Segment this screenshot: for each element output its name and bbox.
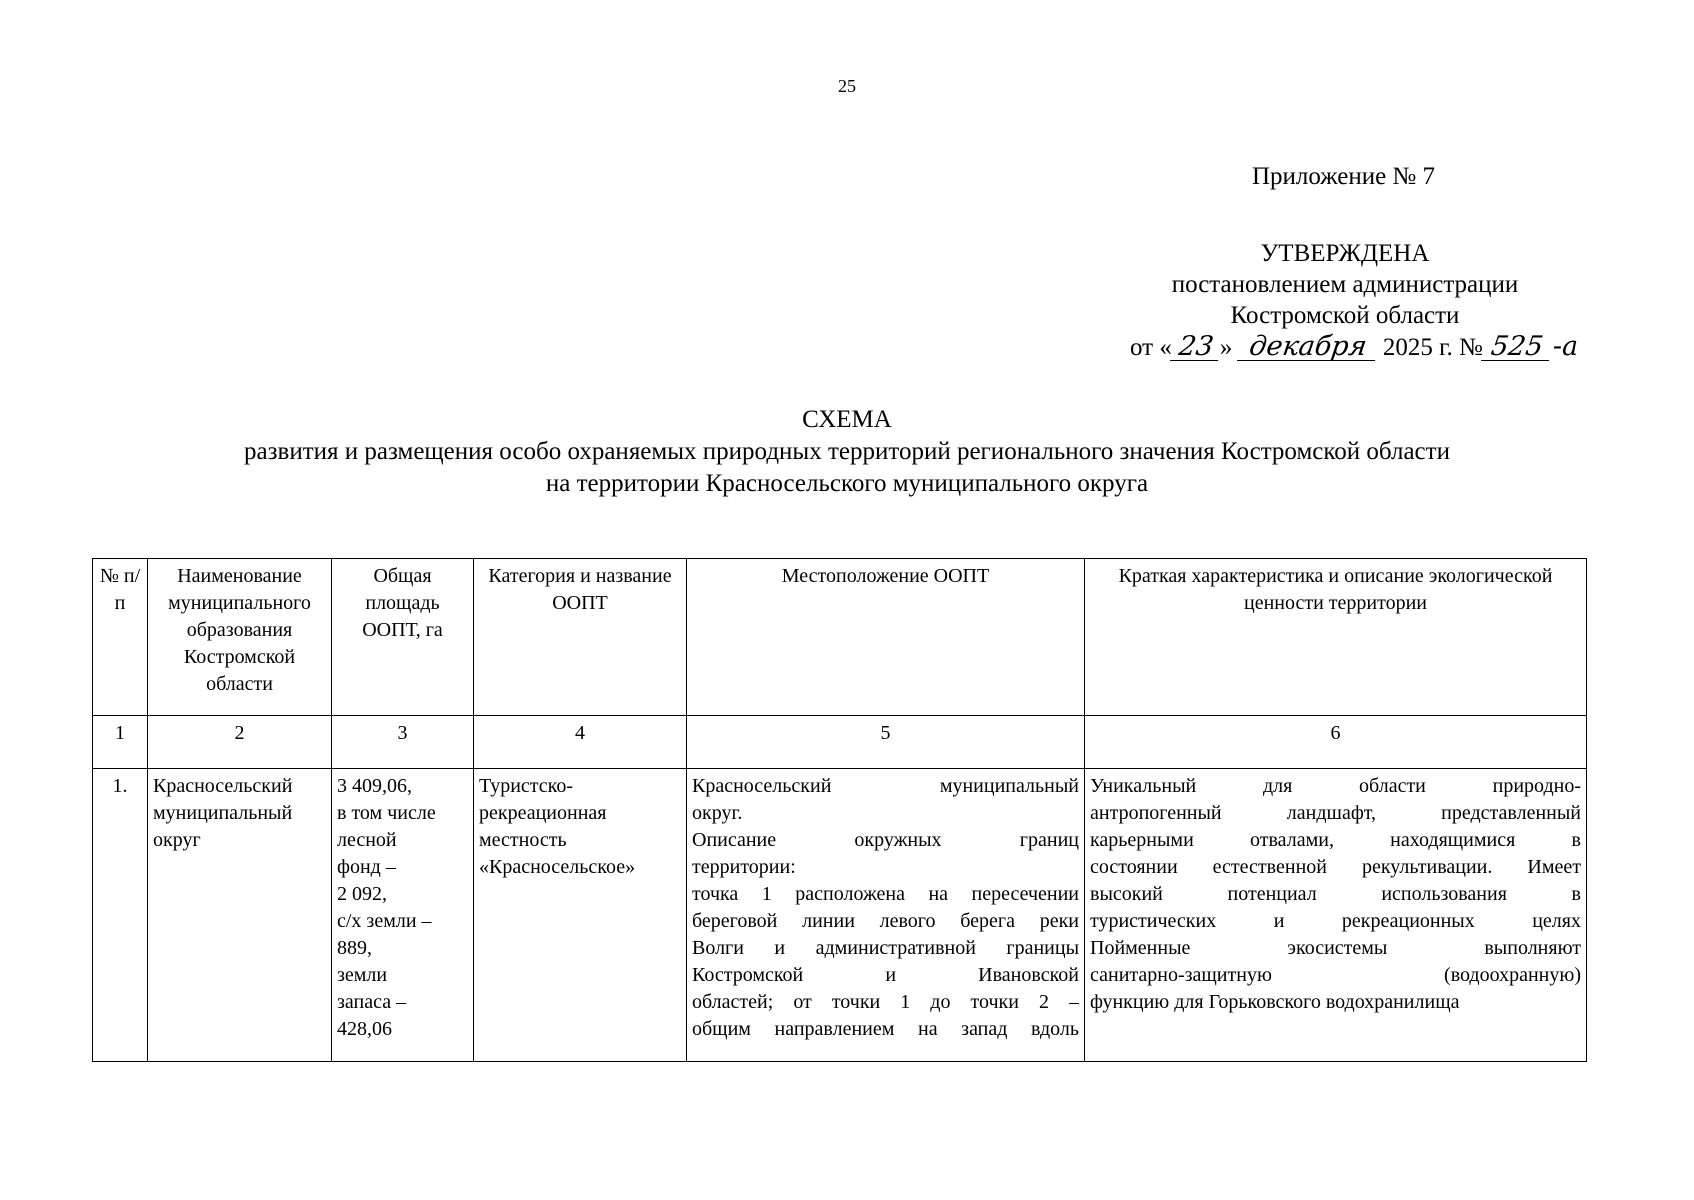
date-mid: » (1219, 334, 1233, 361)
description-line: высокий потенциал использования в (1090, 883, 1581, 905)
header-cell: № п/п (93, 559, 148, 716)
municipality-cell: Красносельский муниципальный округ (148, 769, 332, 1062)
location-line: Костромской и Ивановской (692, 964, 1079, 986)
area-line: фонд – (337, 856, 396, 878)
column-number: 4 (474, 716, 687, 769)
title-line-3: на территории Красносельского муниципального округа (545, 470, 1149, 497)
row-number: 1. (93, 769, 148, 1062)
page-number: 25 (838, 76, 856, 96)
area-line: запаса – (337, 991, 407, 1013)
title-line-2: развития и размещения особо охраняемых природных территорий регионального значения Костромской области (244, 438, 1450, 465)
approval-stamp (1130, 238, 1579, 363)
description-line: Уникальный для области природно- (1090, 775, 1581, 797)
schema-table (92, 558, 1587, 1062)
area-line: земли (337, 964, 388, 986)
date-year: 2025 г. № (1382, 334, 1483, 361)
header-cell: Краткая характеристика и описание экологической ценности территории (1085, 559, 1587, 716)
appendix-label: Приложение № 7 (1252, 163, 1436, 190)
title-main: СХЕМА (802, 406, 892, 433)
column-number: 6 (1085, 716, 1587, 769)
header-cell: Категория и название ООПТ (474, 559, 687, 716)
column-number: 5 (687, 716, 1085, 769)
description-line: карьерными отвалами, находящимися в (1090, 829, 1581, 851)
handwritten-day: 23 (1170, 333, 1222, 361)
column-number: 2 (148, 716, 332, 769)
column-number: 1 (93, 716, 148, 769)
approval-date (1130, 331, 1579, 363)
handwritten-month: декабря (1237, 333, 1379, 361)
description-cell (1085, 769, 1587, 1062)
location-line: точка 1 расположена на пересечении (692, 883, 1079, 905)
location-line: округ. (692, 802, 743, 824)
area-line: с/х земли – (337, 910, 432, 932)
location-cell (687, 769, 1085, 1062)
area-cell (332, 769, 474, 1062)
description-line: туристических и рекреационных целях (1090, 910, 1581, 932)
table-row (93, 769, 1587, 1062)
table-header-row (93, 559, 1587, 716)
description-line: функцию для Горьковского водохранилища (1090, 991, 1460, 1013)
category-cell: Туристско-рекреационная местность «Красносельское» (474, 769, 687, 1062)
location-line: береговой линии левого берега реки (692, 910, 1079, 932)
location-line: общим направлением на запад вдоль (692, 1018, 1079, 1040)
location-line: областей; от точки 1 до точки 2 – (692, 991, 1079, 1013)
location-line: Волги и административной границы (692, 937, 1079, 959)
description-line: антропогенный ландшафт, представленный (1090, 802, 1581, 824)
area-line: 428,06 (337, 1018, 392, 1040)
area-line: в том числе (337, 802, 436, 824)
column-number: 3 (332, 716, 474, 769)
area-line: 889, (337, 937, 372, 959)
document-title (0, 406, 1694, 500)
description-line: Пойменные экосистемы выполняют (1090, 937, 1581, 959)
location-line: территории: (692, 856, 796, 878)
column-number-row (93, 716, 1587, 769)
approval-line-1: постановлением администрации (1171, 271, 1519, 298)
description-line: состоянии естественной рекультивации. Имеет (1090, 856, 1581, 878)
area-line: лесной (337, 829, 397, 851)
handwritten-number-suffix: -а (1552, 331, 1579, 362)
handwritten-number: 525 (1481, 333, 1553, 361)
area-line: 3 409,06, (337, 775, 412, 797)
header-cell: Наименование муниципального образования Костромской области (148, 559, 332, 716)
header-cell: Местоположение ООПТ (687, 559, 1085, 716)
location-line: Описание окружных границ (692, 829, 1079, 851)
description-line: санитарно-защитную (водоохранную) (1090, 964, 1581, 986)
location-line: Красносельский муниципальный (692, 775, 1079, 797)
approval-title: УТВЕРЖДЕНА (1260, 240, 1430, 267)
date-prefix: от « (1130, 334, 1172, 361)
header-cell: Общая площадь ООПТ, га (332, 559, 474, 716)
approval-line-2: Костромской области (1230, 302, 1460, 329)
area-line: 2 092, (337, 883, 387, 905)
